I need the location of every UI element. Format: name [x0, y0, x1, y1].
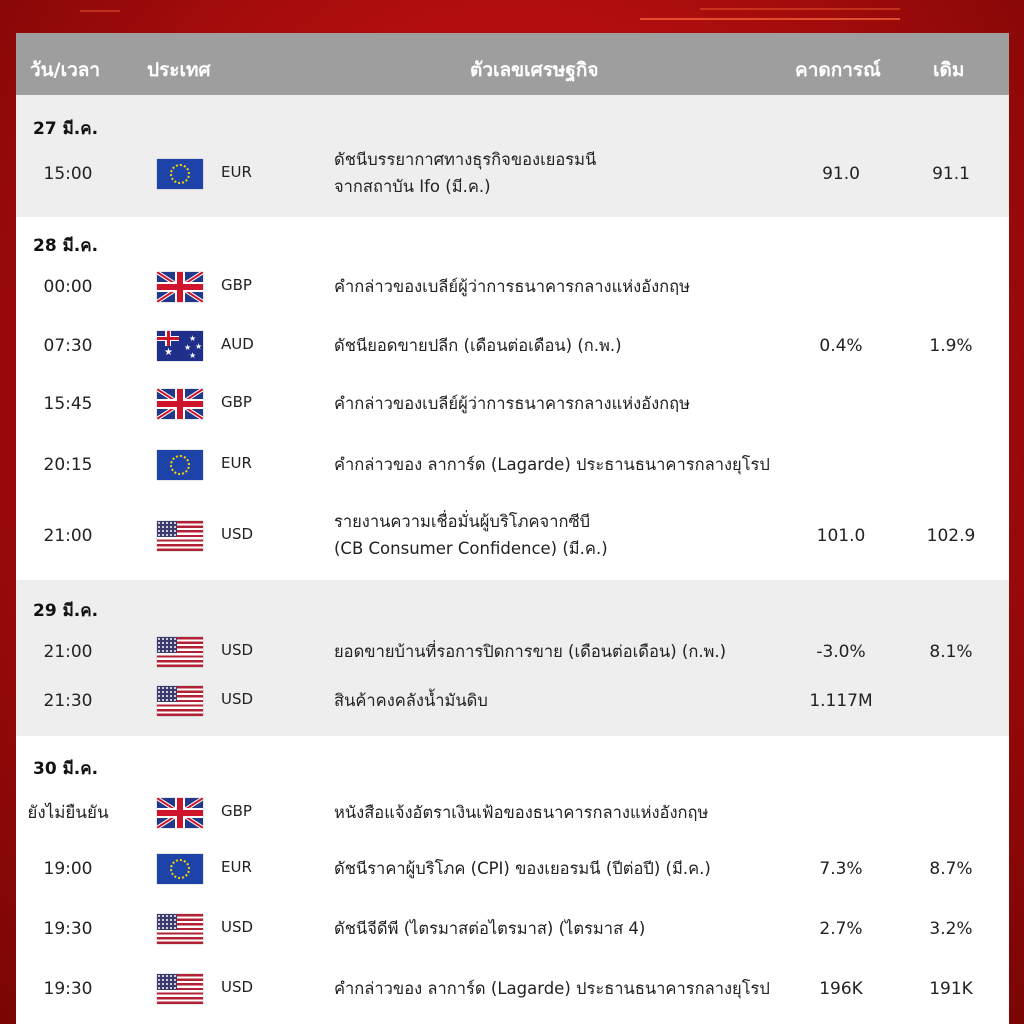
previous-value: 8.1% — [929, 642, 973, 662]
event-row — [16, 145, 1009, 203]
event-row — [16, 798, 1009, 828]
event-name: (CB Consumer Confidence) (มี.ค.) — [334, 539, 608, 558]
currency-code: EUR — [221, 858, 252, 876]
event-name: คำกล่าวของ ลาการ์ด (Lagarde) ประธานธนาคารกลางยุโรป — [334, 455, 770, 474]
event-time: 19:00 — [43, 859, 93, 879]
date-group — [16, 580, 1009, 736]
event-time: 21:30 — [43, 691, 93, 711]
event-name: คำกล่าวของเบลีย์ผู้ว่าการธนาคารกลางแห่งอังกฤษ — [334, 277, 690, 296]
date-label: 29 มี.ค. — [33, 601, 99, 621]
event-name: ดัชนีจีดีพี (ไตรมาสต่อไตรมาส) (ไตรมาส 4) — [334, 919, 646, 938]
header-datetime: วัน/เวลา — [30, 59, 101, 81]
forecast-value: 196K — [819, 979, 863, 999]
currency-code: GBP — [221, 393, 252, 411]
event-time: 20:15 — [43, 455, 93, 475]
event-row — [16, 914, 1009, 944]
event-name: คำกล่าวของ ลาการ์ด (Lagarde) ประธานธนาคารกลางยุโรป — [334, 979, 770, 998]
event-time: 19:30 — [43, 919, 93, 939]
date-group — [16, 217, 1009, 580]
event-name: จากสถาบัน Ifo (มี.ค.) — [334, 177, 491, 196]
event-row — [16, 854, 1009, 884]
previous-value: 102.9 — [926, 526, 976, 546]
header-forecast: คาดการณ์ — [795, 59, 881, 81]
uk-flag-icon — [157, 272, 203, 302]
us-flag-icon — [157, 521, 203, 551]
event-name: ดัชนีราคาผู้บริโภค (CPI) ของเยอรมนี (ปีต่อปี) (มี.ค.) — [334, 859, 711, 878]
event-row — [16, 637, 1009, 667]
event-time: 21:00 — [43, 642, 93, 662]
date-group — [16, 736, 1009, 1024]
event-name: รายงานความเชื่อมั่นผู้บริโภคจากซีบี — [334, 512, 591, 531]
previous-value: 8.7% — [929, 859, 973, 879]
table-header — [16, 33, 1009, 95]
uk-flag-icon — [157, 798, 203, 828]
date-label: 28 มี.ค. — [33, 236, 99, 256]
event-time: 15:00 — [43, 164, 93, 184]
event-row — [16, 974, 1009, 1004]
event-time: 00:00 — [43, 277, 93, 297]
event-time: 21:00 — [43, 526, 93, 546]
us-flag-icon — [157, 974, 203, 1004]
eu-flag-icon — [157, 450, 203, 480]
us-flag-icon — [157, 686, 203, 716]
currency-code: USD — [221, 641, 254, 659]
uk-flag-icon — [157, 389, 203, 419]
currency-code: USD — [221, 978, 254, 996]
event-time: 19:30 — [43, 979, 93, 999]
event-row — [16, 272, 1009, 302]
header-indicator: ตัวเลขเศรษฐกิจ — [470, 59, 599, 81]
forecast-value: 0.4% — [819, 336, 863, 356]
event-name: คำกล่าวของเบลีย์ผู้ว่าการธนาคารกลางแห่งอังกฤษ — [334, 394, 690, 413]
previous-value: 3.2% — [929, 919, 973, 939]
currency-code: USD — [221, 690, 254, 708]
date-group — [16, 95, 1009, 217]
eu-flag-icon — [157, 854, 203, 884]
currency-code: EUR — [221, 163, 252, 181]
forecast-value: 101.0 — [816, 526, 866, 546]
event-row — [16, 507, 1009, 565]
currency-code: AUD — [221, 335, 254, 353]
event-row — [16, 450, 1009, 480]
currency-code: GBP — [221, 276, 252, 294]
event-name: ยอดขายบ้านที่รอการปิดการขาย (เดือนต่อเดือน) (ก.พ.) — [334, 642, 727, 661]
event-name: ดัชนีบรรยากาศทางธุรกิจของเยอรมนี — [334, 150, 597, 169]
currency-code: GBP — [221, 802, 252, 820]
event-time: ยังไม่ยืนยัน — [27, 803, 109, 823]
forecast-value: 7.3% — [819, 859, 863, 879]
currency-code: USD — [221, 918, 254, 936]
forecast-value: -3.0% — [816, 642, 866, 662]
event-row — [16, 331, 1009, 361]
date-label: 30 มี.ค. — [33, 759, 99, 779]
event-name: ดัชนียอดขายปลีก (เดือนต่อเดือน) (ก.พ.) — [334, 336, 622, 355]
event-time: 07:30 — [43, 336, 93, 356]
eu-flag-icon — [157, 159, 203, 189]
previous-value: 91.1 — [932, 164, 970, 184]
date-label: 27 มี.ค. — [33, 119, 99, 139]
currency-code: USD — [221, 525, 254, 543]
previous-value: 1.9% — [929, 336, 973, 356]
forecast-value: 2.7% — [819, 919, 863, 939]
australia-flag-icon: ★ ★ ★ ★ ★ — [157, 331, 203, 361]
previous-value: 191K — [929, 979, 973, 999]
currency-code: EUR — [221, 454, 252, 472]
forecast-value: 91.0 — [822, 164, 860, 184]
table-body — [16, 95, 1009, 1024]
economic-calendar-panel — [16, 33, 1009, 1024]
header-country: ประเทศ — [147, 59, 211, 81]
forecast-value: 1.117M — [809, 691, 873, 711]
event-row — [16, 686, 1009, 716]
event-time: 15:45 — [43, 394, 93, 414]
event-name: หนังสือแจ้งอัตราเงินเฟ้อของธนาคารกลางแห่งอังกฤษ — [334, 803, 709, 822]
us-flag-icon — [157, 914, 203, 944]
us-flag-icon — [157, 637, 203, 667]
event-row — [16, 389, 1009, 419]
event-name: สินค้าคงคลังน้ำมันดิบ — [334, 691, 488, 710]
header-previous: เดิม — [933, 59, 965, 81]
